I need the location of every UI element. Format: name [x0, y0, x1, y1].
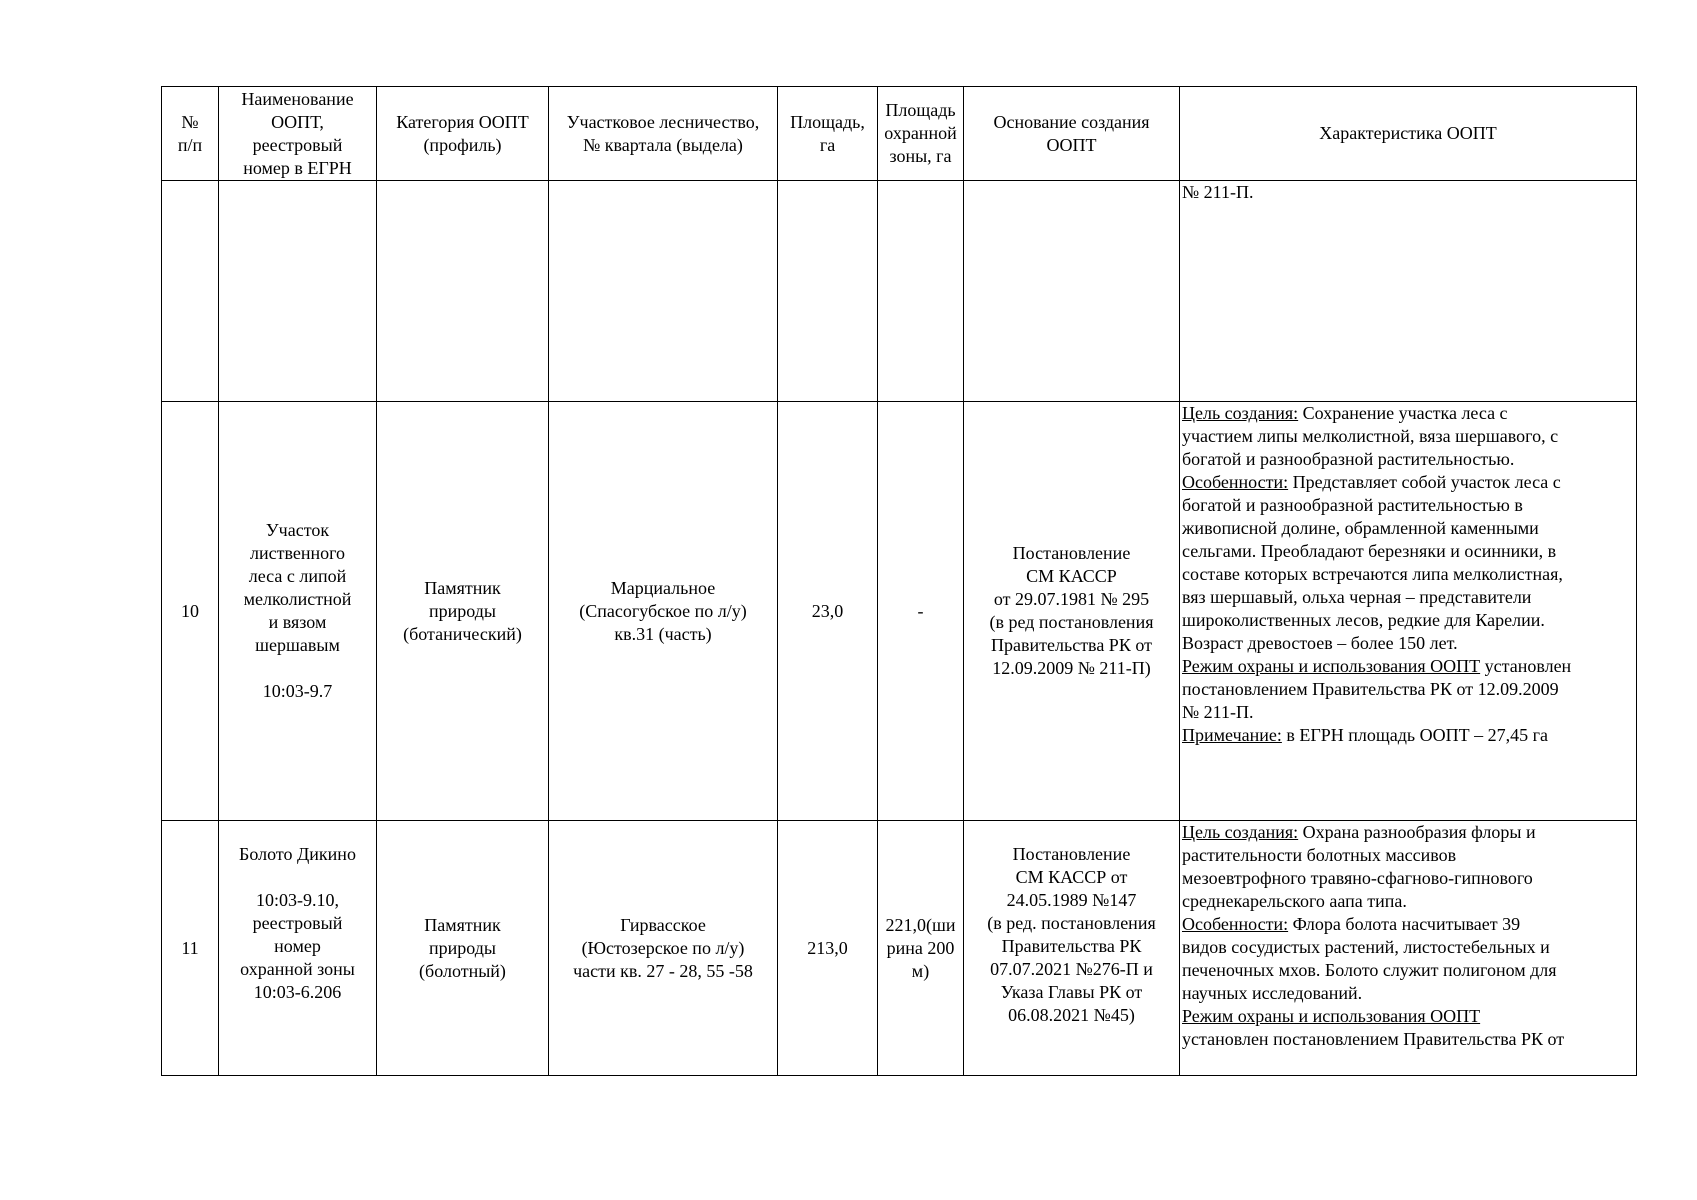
text-line: леса с липой — [248, 566, 347, 586]
text-line: м) — [911, 960, 930, 981]
section-label: Цель создания: — [1182, 822, 1299, 842]
cell-zone — [878, 181, 964, 402]
section-text: составе которых встречаются липа мелколистная, — [1182, 564, 1563, 584]
characteristic-line — [1182, 821, 1634, 844]
characteristic-line — [1182, 402, 1634, 425]
section-text: в ЕГРН площадь ООПТ – 27,45 га — [1281, 725, 1548, 745]
header-basis — [964, 87, 1180, 181]
text-line: 06.08.2021 №45) — [1008, 1005, 1135, 1025]
text-line: Характеристика ООПТ — [1319, 123, 1497, 143]
table-row-10 — [162, 402, 1637, 821]
table-header-row — [162, 87, 1637, 181]
section-text: мезоевтрофного травяно-сфагново-гипнового — [1182, 868, 1533, 888]
text-line: шершавым — [255, 635, 340, 655]
text-line: 12.09.2009 № 211-П) — [992, 658, 1151, 678]
text-line: ООПТ — [1046, 134, 1097, 155]
cell-characteristic — [1180, 402, 1637, 821]
characteristic-line — [1182, 724, 1634, 747]
text-line: Участок — [265, 520, 330, 540]
cell-zone — [878, 821, 964, 1076]
text-line: Памятник — [424, 577, 501, 598]
cell-area: 213,0 — [778, 821, 878, 1076]
section-text: растительности болотных массивов — [1182, 845, 1457, 865]
header-name — [219, 87, 377, 181]
text-line: Правительства РК — [1001, 936, 1142, 956]
text-line: охранной зоны — [240, 959, 355, 979]
cell-characteristic — [1180, 821, 1637, 1076]
section-text: участием липы мелколистной, вяза шершавого, с — [1182, 426, 1559, 446]
section-text: живописной долине, обрамленной каменными — [1182, 518, 1539, 538]
section-label: Примечание: — [1182, 725, 1282, 745]
text-line: Основание создания — [993, 111, 1150, 132]
cell-forestry — [549, 181, 778, 402]
characteristic-line — [1182, 982, 1634, 1005]
text-line: Марциальное — [610, 577, 716, 598]
text-line: 07.07.2021 №276-П и — [990, 959, 1153, 979]
text-line: ООПТ, — [271, 111, 324, 132]
section-label: Цель создания: — [1182, 403, 1299, 423]
cell-name — [219, 402, 377, 821]
header-area — [778, 87, 878, 181]
text-line: Площадь, — [790, 111, 865, 132]
text-line: рина 200 — [886, 937, 955, 958]
section-text: Возраст древостоев – более 150 лет. — [1182, 633, 1458, 653]
cell-num — [162, 181, 219, 402]
section-label: Режим охраны и использования ООПТ — [1182, 656, 1481, 676]
header-zone — [878, 87, 964, 181]
text-line: (в ред. постановления — [987, 913, 1156, 933]
cell-area — [778, 181, 878, 402]
registry-number — [221, 889, 374, 1004]
text-line: Правительства РК от — [991, 635, 1152, 655]
header-forestry — [549, 87, 778, 181]
text-line: Гирвасское — [620, 914, 706, 935]
cell-basis — [964, 402, 1180, 821]
section-text: установлен постановлением Правительства РК от — [1182, 1029, 1565, 1049]
cell-characteristic — [1180, 181, 1637, 402]
text-line: 10:03-9.10, — [256, 890, 339, 910]
section-text: Представляет собой участок леса с — [1288, 472, 1561, 492]
cell-basis — [964, 181, 1180, 402]
characteristic-line — [1182, 701, 1634, 724]
text-line: Категория ООПТ — [396, 111, 529, 132]
section-text: Охрана разнообразия флоры и — [1298, 822, 1536, 842]
text-line: (болотный) — [419, 960, 506, 981]
text-line: зоны, га — [889, 146, 952, 166]
characteristic-line — [1182, 1005, 1634, 1028]
section-text: богатой и разнообразной растительностью в — [1182, 495, 1523, 515]
section-text: вяз шершавый, ольха черная – представители — [1182, 587, 1532, 607]
characteristic-line — [1182, 655, 1634, 678]
section-text: установлен — [1480, 656, 1572, 676]
text-line: природы — [429, 600, 496, 621]
cell-num: 10 — [162, 402, 219, 821]
section-text: Сохранение участка леса с — [1298, 403, 1508, 423]
cell-category — [377, 181, 549, 402]
characteristic-line — [1182, 890, 1634, 913]
characteristic-line — [1182, 540, 1634, 563]
cell-area: 23,0 — [778, 402, 878, 821]
text-line: СМ КАССР — [1026, 566, 1117, 586]
section-text: постановлением Правительства РК от 12.09.2009 — [1182, 679, 1559, 699]
text-line: № квартала (выдела) — [583, 134, 743, 155]
characteristic-line — [1182, 448, 1634, 471]
text-line: мелколистной — [243, 589, 352, 609]
cell-forestry — [549, 821, 778, 1076]
characteristic-line — [1182, 1028, 1634, 1051]
section-text: Флора болота насчитывает 39 — [1288, 914, 1521, 934]
oopt-table — [161, 86, 1637, 1076]
text-line: га — [819, 134, 836, 155]
cell-forestry — [549, 402, 778, 821]
characteristic-line — [1182, 586, 1634, 609]
section-text: сельгами. Преобладают березняки и осинники, в — [1182, 541, 1557, 561]
section-label: Режим охраны и использования ООПТ — [1182, 1006, 1481, 1026]
cell-name — [219, 181, 377, 402]
characteristic-line — [1182, 517, 1634, 540]
text-line: Участковое лесничество, — [566, 111, 760, 132]
header-characteristic — [1180, 87, 1637, 181]
characteristic-line — [1182, 936, 1634, 959]
text-line: 221,0(ши — [885, 914, 956, 935]
cell-category — [377, 402, 549, 821]
text-line: реестровый — [252, 134, 343, 155]
text-line: Памятник — [424, 914, 501, 935]
characteristic-line — [1182, 913, 1634, 936]
text-line: 24.05.1989 №147 — [1006, 890, 1137, 910]
text-line: кв.31 (часть) — [614, 623, 712, 644]
cell-zone: - — [878, 402, 964, 821]
text-line: (Спасогубское по л/у) — [579, 600, 747, 621]
text-line: номер в ЕГРН — [243, 157, 352, 178]
text-line: (в ред постановления — [989, 612, 1154, 632]
section-text: богатой и разнообразной растительностью. — [1182, 449, 1515, 469]
text-line: (Юстозерское по л/у) — [581, 937, 745, 958]
text-line: Площадь — [885, 100, 956, 120]
text-line: (ботанический) — [403, 623, 522, 644]
characteristic-line — [1182, 678, 1634, 701]
text-line: № — [181, 111, 199, 132]
characteristic-line — [1182, 867, 1634, 890]
text-line: Указа Главы РК от — [1000, 982, 1143, 1002]
text-line: охранной — [884, 123, 957, 143]
cell-category — [377, 821, 549, 1076]
text-line: Наименование — [241, 88, 354, 109]
text-line: 10:03-6.206 — [253, 982, 342, 1002]
cell-basis — [964, 821, 1180, 1076]
text-line: (профиль) — [423, 134, 502, 155]
section-label: Особенности: — [1182, 914, 1289, 934]
cell-name — [219, 821, 377, 1076]
text-line: СМ КАССР от — [1015, 867, 1128, 887]
characteristic-line — [1182, 959, 1634, 982]
text-line: номер — [274, 936, 321, 956]
text-line: природы — [429, 937, 496, 958]
text-line: реестровый — [252, 913, 343, 933]
text-line: Болото Дикино — [239, 844, 356, 864]
section-text: № 211-П. — [1182, 702, 1254, 722]
text-line: и вязом — [268, 612, 327, 632]
characteristic-line — [1182, 844, 1634, 867]
text-line: лиственного — [249, 543, 346, 563]
characteristic-line — [1182, 494, 1634, 517]
header-category — [377, 87, 549, 181]
text-line: части кв. 27 - 28, 55 -58 — [573, 960, 753, 981]
text-line: Постановление — [1012, 844, 1131, 864]
registry-number: 10:03-9.7 — [262, 681, 333, 701]
cell-num: 11 — [162, 821, 219, 1076]
header-num — [162, 87, 219, 181]
characteristic-line — [1182, 471, 1634, 494]
table-row-11 — [162, 821, 1637, 1076]
characteristic-line — [1182, 181, 1634, 204]
section-text: широколиственных лесов, редкие для Карелии. — [1182, 610, 1545, 630]
text-line: п/п — [177, 134, 203, 155]
section-label: Особенности: — [1182, 472, 1289, 492]
characteristic-line — [1182, 632, 1634, 655]
characteristic-line — [1182, 609, 1634, 632]
text-line: Постановление — [1012, 543, 1131, 563]
section-text: видов сосудистых растений, листостебельных и — [1182, 937, 1550, 957]
section-text: печеночных мхов. Болото служит полигоном для — [1182, 960, 1557, 980]
characteristic-line — [1182, 563, 1634, 586]
section-text: № 211-П. — [1182, 182, 1254, 202]
section-text: среднекарельского аапа типа. — [1182, 891, 1407, 911]
characteristic-line — [1182, 425, 1634, 448]
text-line: от 29.07.1981 № 295 — [993, 589, 1150, 609]
table-row-continuation — [162, 181, 1637, 402]
section-text: научных исследований. — [1182, 983, 1363, 1003]
